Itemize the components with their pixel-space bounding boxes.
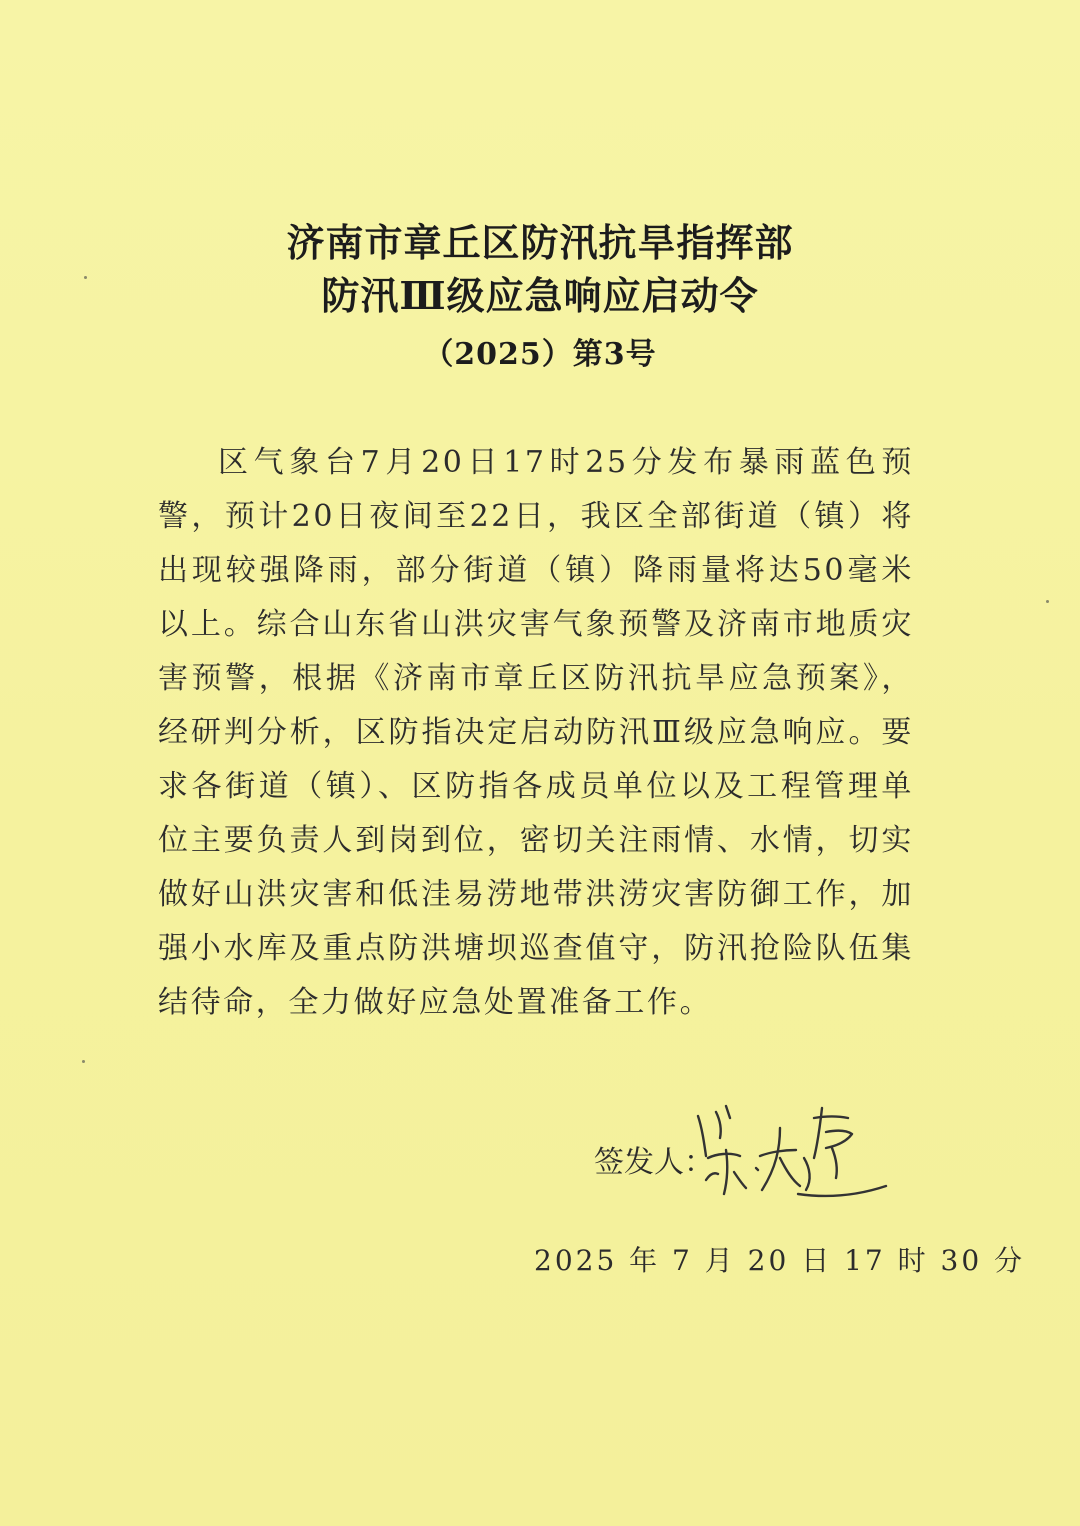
document-number: （2025）第3号 xyxy=(423,337,657,372)
document-body: 区气象台7月20日17时25分发布暴雨蓝色预警，预计20日夜间至22日，我区全部街道（镇）将出现较强降雨，部分街道（镇）降雨量将达50毫米以上。综合山东省山洪灾害气象预警及济南市地质灾害预警，根据《济南市章丘区防汛抗旱应急预案》，经研判分析，区防指决定启动防汛Ⅲ级应急响应。要求各街道（镇）、区防指各成员单位以及工程管理单位主要负责人到岗到位，密切关注雨情、水情，切实做好山洪灾害和低洼易涝地带洪涝灾害防御工作，加强小水库及重点防洪塘坝巡查值守，防汛抢险队伍集结待命，全力做好应急处置准备工作。 xyxy=(158,445,914,1020)
document-title-line2: 防汛Ⅲ级应急响应启动令 xyxy=(321,273,759,318)
paper-speck xyxy=(84,276,87,279)
document-title-line1: 济南市章丘区防汛抗旱指挥部 xyxy=(286,220,794,265)
handwritten-signature xyxy=(686,1098,896,1208)
paper-speck xyxy=(1046,600,1049,603)
signer-label: 签发人： xyxy=(594,1145,714,1180)
issue-date: 2025 年 7 月 20 日 17 时 30 分 xyxy=(534,1244,1026,1277)
paper-speck xyxy=(82,1060,85,1063)
